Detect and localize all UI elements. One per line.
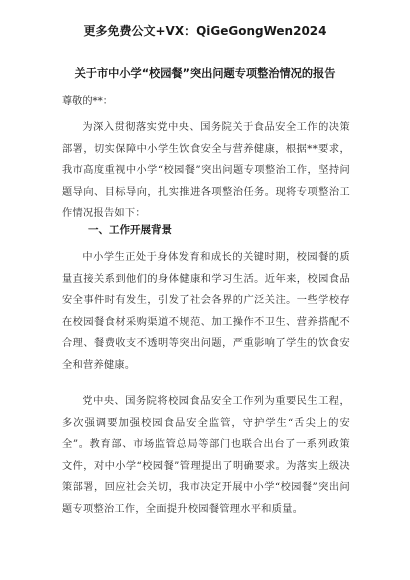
promo-banner: 更多免费公文+VX：QiGeGongWen2024 — [83, 24, 327, 38]
salutation: 尊敬的**： — [62, 96, 113, 107]
intro-paragraph: 为深入贯彻落实党中央、国务院关于食品安全工作的决策部署，切实保障中小学生饮食安全与营养健康，根据**要求，我市高度重视中小学“校园餐”突出问题专项整治工作，坚持问题导向、目标导向，扎实推进各项整治任务。现将专项整治工作情况报告如下： — [62, 122, 350, 219]
body-paragraph: 中小学生正处于身体发育和成长的关键时期，校园餐的质量直接关系到他们的身体健康和学习生活。近年来，校园食品安全事件时有发生，引发了社会各界的广泛关注。一些学校存在校园餐食材采购渠道不规范、加工操作不卫生、营养搭配不合理、餐费收支不透明等突出问题，严重影响了学生的饮食安全和营养健康。 — [62, 252, 350, 371]
body-paragraph: 党中央、国务院将校园食品安全工作列为重要民生工程，多次强调要加强校园食品安全监管，守护学生“舌尖上的安全”。教育部、市场监管总局等部门也联合出台了一系列政策文件，对中小学“校园餐”管理提出了明确要求。为落实上级决策部署，回应社会关切，我市决定开展中小学“校园餐”突出问题专项整治工作，全面提升校园餐管理水平和质量。 — [62, 396, 350, 515]
document-title: 关于市中小学“校园餐”突出问题专项整治情况的报告 — [74, 67, 336, 80]
section-heading: 一、工作开展背景 — [88, 224, 172, 236]
